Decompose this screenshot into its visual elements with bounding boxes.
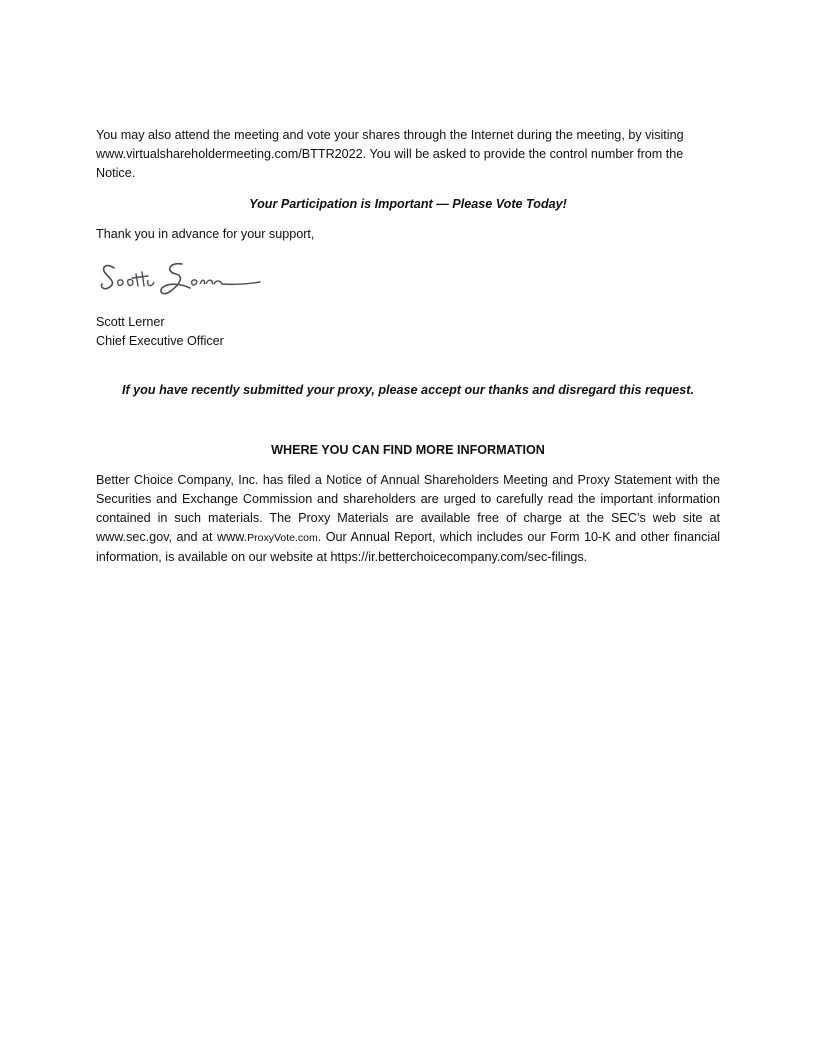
- signer-title: Chief Executive Officer: [96, 334, 224, 348]
- attend-paragraph: You may also attend the meeting and vote your shares through the Internet during the meeting, by visiting www.virtualshareholdermeeting.com/BTTR2022. You will be asked to provide the control number from the Notice.: [96, 128, 684, 180]
- disregard-note: If you have recently submitted your proxy, please accept our thanks and disregard this request.: [121, 383, 694, 397]
- info-text-part1: Better Choice Company, Inc. has filed a Notice of Annual Shareholders Meeting and Proxy Statement with the Securities and Exchange Commission and shareholders are urged to carefully read the important information contained in such materials. The Proxy Materials are available free of charge at the SEC’s web site at www.sec.gov, and at www.: [96, 473, 720, 544]
- signer-name: Scott Lerner: [96, 315, 165, 329]
- signer-block: [96, 313, 720, 351]
- info-text-part2: . Our Annual Report, which includes our Form 10-K and other financial information, is available on our website at https://ir.betterchoicecompany.com/sec-filings.: [96, 530, 721, 564]
- signature-image: [96, 254, 266, 302]
- info-paragraph: [96, 471, 720, 567]
- proxyvote-link[interactable]: ProxyVote.com: [247, 532, 318, 544]
- participation-slogan: Your Participation is Important — Please Vote Today!: [249, 197, 567, 211]
- thanks-line: Thank you in advance for your support,: [96, 227, 315, 241]
- section-heading: WHERE YOU CAN FIND MORE INFORMATION: [271, 443, 545, 457]
